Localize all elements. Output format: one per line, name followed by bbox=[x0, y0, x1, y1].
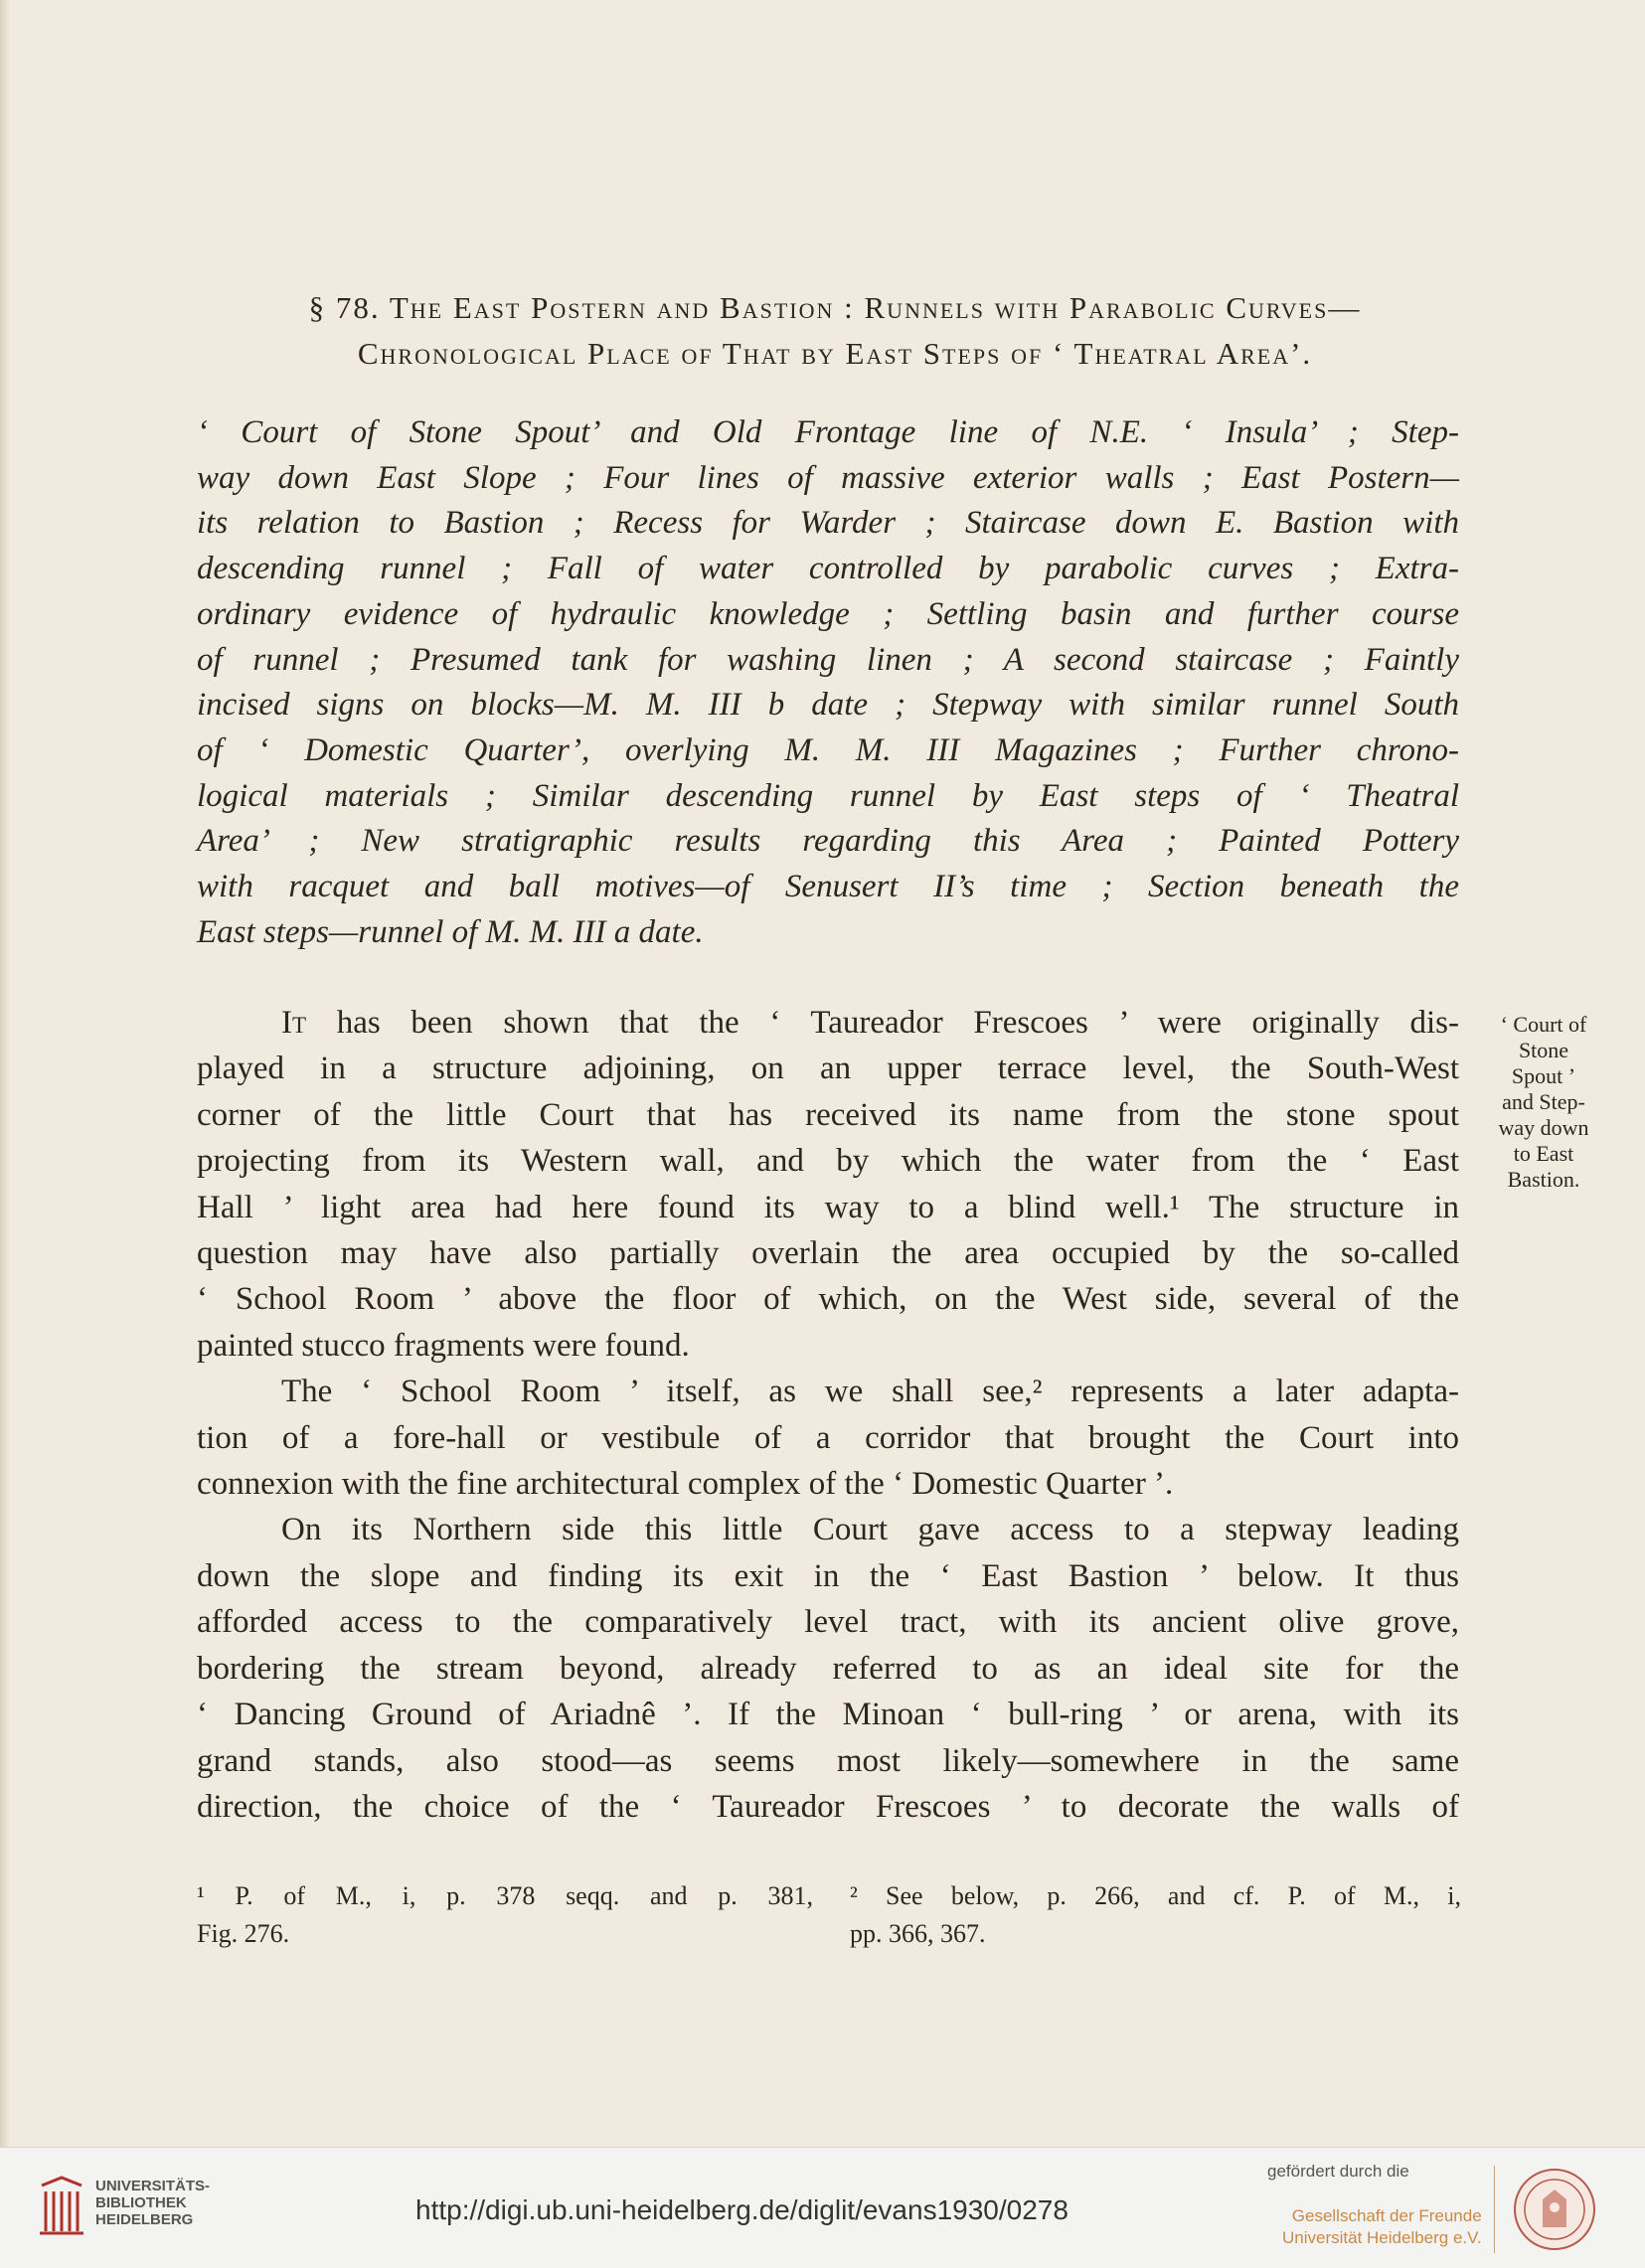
section-heading bbox=[204, 285, 1466, 377]
university-seal-icon bbox=[1513, 2168, 1596, 2251]
margin-note bbox=[1479, 1012, 1608, 1193]
abstract-line: logical materials ; Similar descending runnel by East steps of ‘ Theatral bbox=[197, 777, 1459, 814]
library-name-line: BIBLIOTHEK bbox=[95, 2194, 187, 2211]
library-name-line: HEIDELBERG bbox=[95, 2211, 194, 2228]
body-line: On its Northern side this little Court gave access to a stepway leading bbox=[281, 1512, 1459, 1548]
abstract-line: of runnel ; Presumed tank for washing linen ; A second staircase ; Faintly bbox=[197, 641, 1459, 678]
body-line: Hall ’ light area had here found its way to a blind well.¹ The structure in bbox=[197, 1189, 1459, 1225]
heading-line-1: § 78. The East Postern and Bastion : Runnels with Parabolic Curves— bbox=[308, 290, 1362, 325]
library-name-line: UNIVERSITÄTS- bbox=[95, 2178, 211, 2194]
margin-note-line: Bastion. bbox=[1507, 1167, 1580, 1192]
abstract-line: ‘ Court of Stone Spout’ and Old Frontage line of N.E. ‘ Insula’ ; Step- bbox=[197, 414, 1459, 450]
margin-note-line: and Step- bbox=[1502, 1089, 1585, 1114]
page-spine-shadow bbox=[0, 0, 10, 2147]
viewer-footer bbox=[0, 2147, 1645, 2268]
body-text bbox=[197, 1000, 1459, 1830]
body-line: tion of a fore-hall or vestibule of a corridor that brought the Court into bbox=[197, 1419, 1459, 1456]
footnote-2 bbox=[850, 1877, 1461, 1953]
abstract-line: ordinary evidence of hydraulic knowledge ; Settling basin and further course bbox=[197, 595, 1459, 632]
abstract-line: with racquet and ball motives—of Senusert II’s time ; Section beneath the bbox=[197, 869, 1459, 905]
paragraph-1-first-line bbox=[197, 1000, 1459, 1046]
body-line: played in a structure adjoining, on an upper terrace level, the South-West bbox=[197, 1051, 1459, 1087]
abstract-line: way down East Slope ; Four lines of massive exterior walls ; East Postern— bbox=[197, 459, 1459, 496]
first-line-rest: has been shown that the ‘ Taureador Frescoes ’ were originally dis- bbox=[306, 1005, 1459, 1041]
body-line: bordering the stream beyond, already referred to as an ideal site for the bbox=[197, 1650, 1459, 1687]
margin-note-line: way down bbox=[1498, 1115, 1589, 1140]
body-line: painted stucco fragments were found. bbox=[197, 1327, 690, 1364]
society-name-line: Universität Heidelberg e.V. bbox=[1282, 2228, 1482, 2247]
body-line: direction, the choice of the ‘ Taureador Frescoes ’ to decorate the walls of bbox=[197, 1788, 1459, 1825]
university-library-logo[interactable] bbox=[36, 2176, 87, 2235]
body-line: projecting from its Western wall, and by which the water from the ‘ East bbox=[197, 1143, 1459, 1180]
footnote-line: ² See below, p. 266, and cf. P. of M., i, bbox=[850, 1881, 1461, 1910]
footnote-line: Fig. 276. bbox=[197, 1919, 290, 1948]
body-line: ‘ Dancing Ground of Ariadnê ’. If the Minoan ‘ bull-ring ’ or arena, with its bbox=[197, 1697, 1459, 1733]
society-name[interactable] bbox=[1282, 2205, 1482, 2249]
society-name-line: Gesellschaft der Freunde bbox=[1291, 2206, 1482, 2225]
abstract-line: incised signs on blocks—M. M. III b date ; Stepway with similar runnel South bbox=[197, 687, 1459, 724]
library-name bbox=[95, 2178, 210, 2228]
body-line: question may have also partially overlain the area occupied by the so-called bbox=[197, 1235, 1459, 1272]
margin-note-line: Stone bbox=[1518, 1038, 1569, 1062]
heading-line-2: Chronological Place of That by East Steps of ‘ Theatral Area’. bbox=[357, 336, 1313, 371]
drop-word: It bbox=[281, 1005, 307, 1041]
body-line: grand stands, also stood—as seems most likely—somewhere in the same bbox=[197, 1742, 1459, 1779]
footer-divider bbox=[1494, 2166, 1495, 2253]
margin-note-line: to East bbox=[1513, 1141, 1574, 1166]
abstract-line: East steps—runnel of M. M. III a date. bbox=[197, 913, 704, 950]
footnote-1 bbox=[197, 1877, 813, 1953]
abstract-line: descending runnel ; Fall of water controlled by parabolic curves ; Extra- bbox=[197, 551, 1459, 587]
body-line: corner of the little Court that has received its name from the stone spout bbox=[197, 1096, 1459, 1133]
permalink-url[interactable]: http://digi.ub.uni-heidelberg.de/diglit/evans1930/0278 bbox=[415, 2194, 1069, 2225]
abstract-line: of ‘ Domestic Quarter’, overlying M. M. III Magazines ; Further chrono- bbox=[197, 731, 1459, 768]
body-line: afforded access to the comparatively level tract, with its ancient olive grove, bbox=[197, 1604, 1459, 1641]
funded-by-label: gefördert durch die bbox=[1267, 2162, 1409, 2181]
footnote-line: ¹ P. of M., i, p. 378 seqq. and p. 381, bbox=[197, 1881, 813, 1910]
body-line: connexion with the fine architectural complex of the ‘ Domestic Quarter ’. bbox=[197, 1466, 1174, 1503]
abstract-line: its relation to Bastion ; Recess for Warder ; Staircase down E. Bastion with bbox=[197, 505, 1459, 542]
abstract-line: Area’ ; New stratigraphic results regarding this Area ; Painted Pottery bbox=[197, 823, 1459, 860]
body-line: ‘ School Room ’ above the floor of which, on the West side, several of the bbox=[197, 1281, 1459, 1318]
margin-note-line: Spout ’ bbox=[1511, 1063, 1576, 1088]
section-abstract bbox=[197, 410, 1459, 955]
footnote-line: pp. 366, 367. bbox=[850, 1919, 986, 1948]
body-line: The ‘ School Room ’ itself, as we shall see,² represents a later adapta- bbox=[281, 1374, 1459, 1410]
margin-note-line: ‘ Court of bbox=[1500, 1012, 1587, 1037]
body-line: down the slope and finding its exit in the ‘ East Bastion ’ below. It thus bbox=[197, 1557, 1459, 1594]
